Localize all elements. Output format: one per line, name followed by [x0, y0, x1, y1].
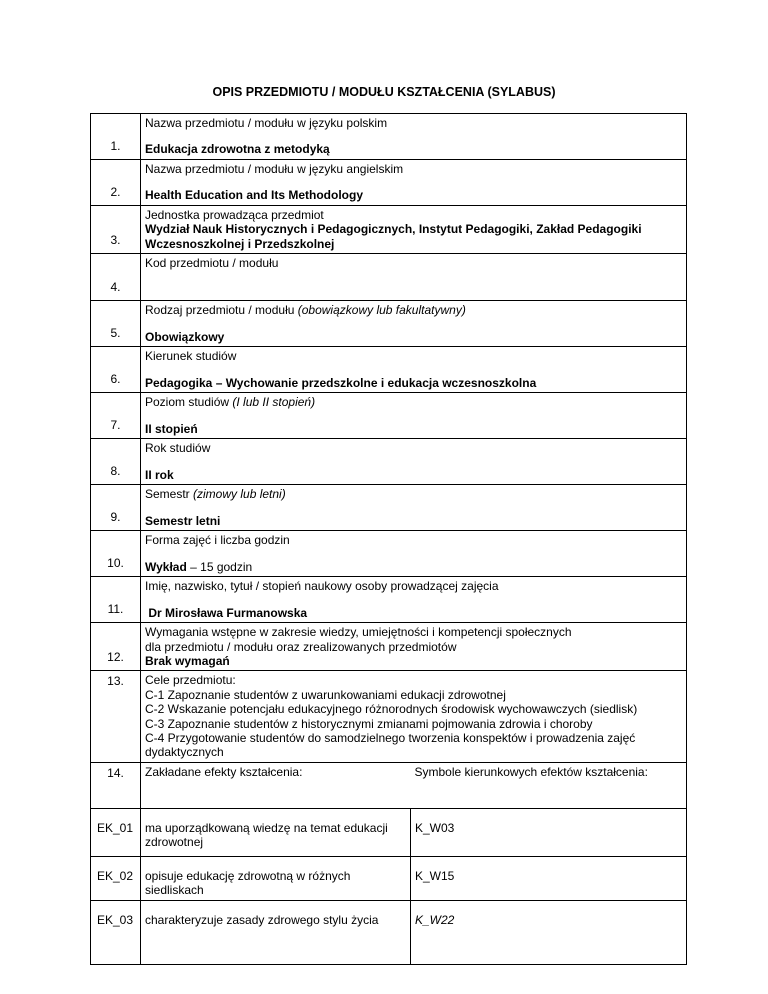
field-value: Brak wymagań — [145, 654, 230, 669]
table-row — [91, 206, 687, 254]
field-label-hint: (I lub II stopień) — [232, 395, 316, 410]
field-value: Health Education and Its Methodology — [145, 188, 364, 203]
table-row — [91, 114, 687, 160]
field-value: Semestr letni — [145, 513, 221, 528]
effect-symbol: K_W15 — [411, 856, 687, 900]
field-label-hint: (zimowy lub letni) — [193, 487, 286, 502]
row-number: 3. — [91, 206, 141, 254]
row-number: 9. — [91, 485, 141, 531]
row-number: 4. — [91, 254, 141, 301]
table-row — [91, 623, 687, 671]
field-value: Wykład — [145, 559, 187, 574]
row-content — [141, 439, 687, 485]
effect-symbol: K_W03 — [411, 808, 687, 856]
effect-code: EK_01 — [91, 808, 141, 856]
row-content — [141, 114, 687, 160]
effects-header: Zakładane efekty kształcenia: — [141, 762, 411, 808]
goals-list — [145, 688, 681, 760]
syllabus-table — [90, 113, 687, 965]
effect-code: EK_03 — [91, 900, 141, 964]
effect-description-line1: ma uporządkowaną wiedzę na temat edukacji — [145, 820, 388, 835]
field-label: Kierunek studiów — [145, 349, 237, 364]
table-row — [91, 531, 687, 577]
row-number: 10. — [91, 531, 141, 577]
row-number: 1. — [91, 114, 141, 160]
field-value: Pedagogika – Wychowanie przedszkolne i edukacja wczesnoszkolna — [145, 375, 537, 390]
field-label: Cele przedmiotu: — [145, 673, 236, 688]
field-label: Poziom studiów — [145, 395, 233, 410]
symbols-header: Symbole kierunkowych efektów kształcenia: — [411, 762, 687, 808]
table-row — [91, 577, 687, 623]
table-row — [91, 671, 687, 762]
field-label: Nazwa przedmiotu / modułu w języku polskim — [145, 116, 388, 130]
row-number: 2. — [91, 160, 141, 206]
effect-code: EK_02 — [91, 856, 141, 900]
goal-item: C-2 Wskazanie potencjału edukacyjnego różnorodnych środowisk wychowawczych (siedlisk) — [145, 702, 638, 717]
table-row — [91, 347, 687, 393]
row-content — [141, 347, 687, 393]
document-title: OPIS PRZEDMIOTU / MODUŁU KSZTAŁCENIA (SYLABUS) — [212, 85, 556, 99]
table-row — [91, 439, 687, 485]
row-number: 5. — [91, 301, 141, 347]
row-content — [141, 485, 687, 531]
field-value-detail: – 15 godzin — [186, 559, 253, 574]
row-number: 7. — [91, 393, 141, 439]
table-row — [91, 301, 687, 347]
row-number: 13. — [91, 671, 141, 762]
field-label: Jednostka prowadząca przedmiot — [145, 208, 324, 222]
field-value: II rok — [145, 467, 174, 482]
effect-row — [91, 856, 687, 900]
row-number: 8. — [91, 439, 141, 485]
field-value: Dr Mirosława Furmanowska — [145, 605, 308, 620]
row-content — [141, 254, 687, 301]
row-content — [141, 623, 687, 671]
table-row — [91, 160, 687, 206]
field-value-line2: Wczesnoszkolnej i Przedszkolnej — [145, 236, 335, 251]
row-content — [141, 206, 687, 254]
effect-row — [91, 900, 687, 964]
effect-description: charakteryzuje zasady zdrowego stylu życia — [141, 900, 411, 964]
row-content — [141, 301, 687, 347]
effect-symbol: K_W22 — [411, 900, 687, 964]
row-number: 14. — [91, 762, 141, 808]
field-label-hint: (obowiązkowy lub fakultatywny) — [297, 303, 466, 318]
table-row — [91, 393, 687, 439]
goal-item: C-3 Zapoznanie studentów z historycznymi zmianami pojmowania zdrowia i choroby — [145, 716, 593, 731]
field-label: Forma zajęć i liczba godzin — [145, 533, 290, 548]
field-label: Rok studiów — [145, 441, 211, 456]
field-label: Semestr — [145, 487, 194, 502]
table-row — [91, 254, 687, 301]
field-value: Obowiązkowy — [145, 329, 225, 344]
field-label-line2: dla przedmiotu / modułu oraz zrealizowanych przedmiotów — [145, 639, 457, 654]
row-content — [141, 577, 687, 623]
effect-description: opisuje edukację zdrowotną w różnych siedliskach — [141, 856, 411, 900]
goal-item: dydaktycznych — [145, 745, 224, 760]
goal-item: C-1 Zapoznanie studentów z uwarunkowaniami edukacji zdrowotnej — [145, 687, 506, 702]
row-content — [141, 531, 687, 577]
table-row — [91, 485, 687, 531]
field-label: Rodzaj przedmiotu / modułu — [145, 303, 298, 318]
effect-description-line2: zdrowotnej — [145, 835, 204, 850]
field-label: Nazwa przedmiotu / modułu w języku angielskim — [145, 162, 404, 176]
effect-row — [91, 808, 687, 856]
row-number: 11. — [91, 577, 141, 623]
field-label: Kod przedmiotu / modułu — [145, 256, 279, 271]
field-value-line1: Wydział Nauk Historycznych i Pedagogicznych, Instytut Pedagogiki, Zakład Pedagogiki — [145, 222, 642, 237]
field-value: Edukacja zdrowotna z metodyką — [145, 142, 330, 157]
field-label-line1: Wymagania wstępne w zakresie wiedzy, umiejętności i kompetencji społecznych — [145, 625, 572, 640]
row-content — [141, 393, 687, 439]
row-number: 6. — [91, 347, 141, 393]
goal-item: C-4 Przygotowanie studentów do samodzielnego tworzenia konspektów i prowadzenia zajęć — [145, 731, 636, 746]
row-content — [141, 160, 687, 206]
effect-description — [141, 808, 411, 856]
field-value: II stopień — [145, 421, 198, 436]
row-content — [141, 671, 687, 762]
row-number: 12. — [91, 623, 141, 671]
field-label: Imię, nazwisko, tytuł / stopień naukowy osoby prowadzącej zajęcia — [145, 579, 499, 594]
table-row — [91, 762, 687, 808]
